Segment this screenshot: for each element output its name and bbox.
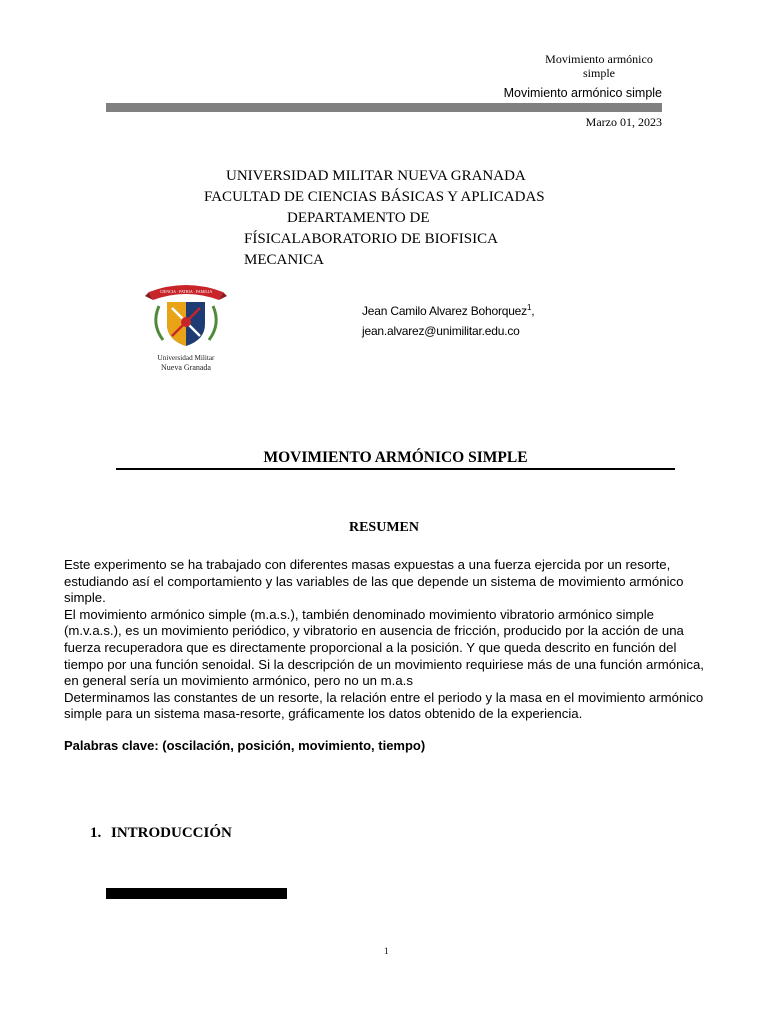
author-name-line: Jean Camilo Alvarez Bohorquez$^1$, (362, 303, 535, 318)
author-name: Jean Camilo Alvarez Bohorquez (362, 304, 527, 318)
author-affiliation-mark: 1 (526, 303, 532, 312)
university-logo (145, 278, 227, 376)
author-block (362, 298, 534, 341)
abstract-paragraph: Este experimento se ha trabajado con diferentes masas expuestas a una fuerza ejercida por un resorte, estudiando así el comportamiento y las variables de las que depende un sistema de movimiento armónico simple. (64, 557, 684, 606)
institution-line-3: DEPARTAMENTO DE (287, 210, 430, 226)
paper-title: MOVIMIENTO ARMÓNICO SIMPLE (263, 449, 528, 466)
footnote-marker: 1 (384, 946, 389, 956)
abstract-body (64, 557, 714, 723)
institution-line-1: UNIVERSIDAD MILITAR NUEVA GRANADA (226, 168, 526, 184)
document-date: Marzo 01, 2023 (585, 115, 662, 129)
running-head-short-title: Movimiento armónico simple (545, 52, 653, 80)
section-title: INTRODUCCIÓN (111, 825, 232, 841)
section-number: 1. (90, 825, 102, 841)
section-heading-introduction (90, 825, 232, 842)
abstract-paragraph: El movimiento armónico simple (m.a.s.), también denominado movimiento vibratorio armónico simple (m.v.a.s.), es un movimiento periódico, y vibratorio en ausencia de fricción, producido por la acción de una fuerza recuperadora que es directamente proporcional a la posición. Y que queda descrito en función del tiempo por una función senoidal. Si la descripción de un movimiento requiriese más de una función armónica, en general sería un movimiento armónico, pero no un m.a.s (64, 606, 704, 689)
institution-line-5: MECANICA (244, 252, 325, 268)
institution-line-4: FÍSICALABORATORIO DE BIOFISICA (244, 231, 498, 247)
logo-motto: CIENCIA · PATRIA · FAMILIA (159, 289, 213, 294)
institution-line-2: FACULTAD DE CIENCIAS BÁSICAS Y APLICADAS (204, 189, 545, 205)
logo-name-line-1: Universidad Militar (157, 354, 215, 362)
abstract-paragraph: Determinamos las constantes de un resorte, la relación entre el periodo y la masa en el movimiento armónico simple para un sistema masa-resorte, gráficamente los datos obtenido de la experiencia. (64, 689, 704, 722)
running-head-title: Movimiento armónico simple (503, 86, 662, 100)
title-rule (116, 468, 675, 470)
author-email: jean.alvarez@unimilitar.edu.co (362, 324, 520, 338)
keywords: Palabras clave: (oscilación, posición, movimiento, tiempo) (64, 738, 426, 753)
header-rule (106, 103, 662, 112)
redaction-bar (106, 888, 287, 899)
logo-name-line-2: Nueva Granada (161, 363, 211, 372)
abstract-heading: RESUMEN (348, 520, 419, 535)
